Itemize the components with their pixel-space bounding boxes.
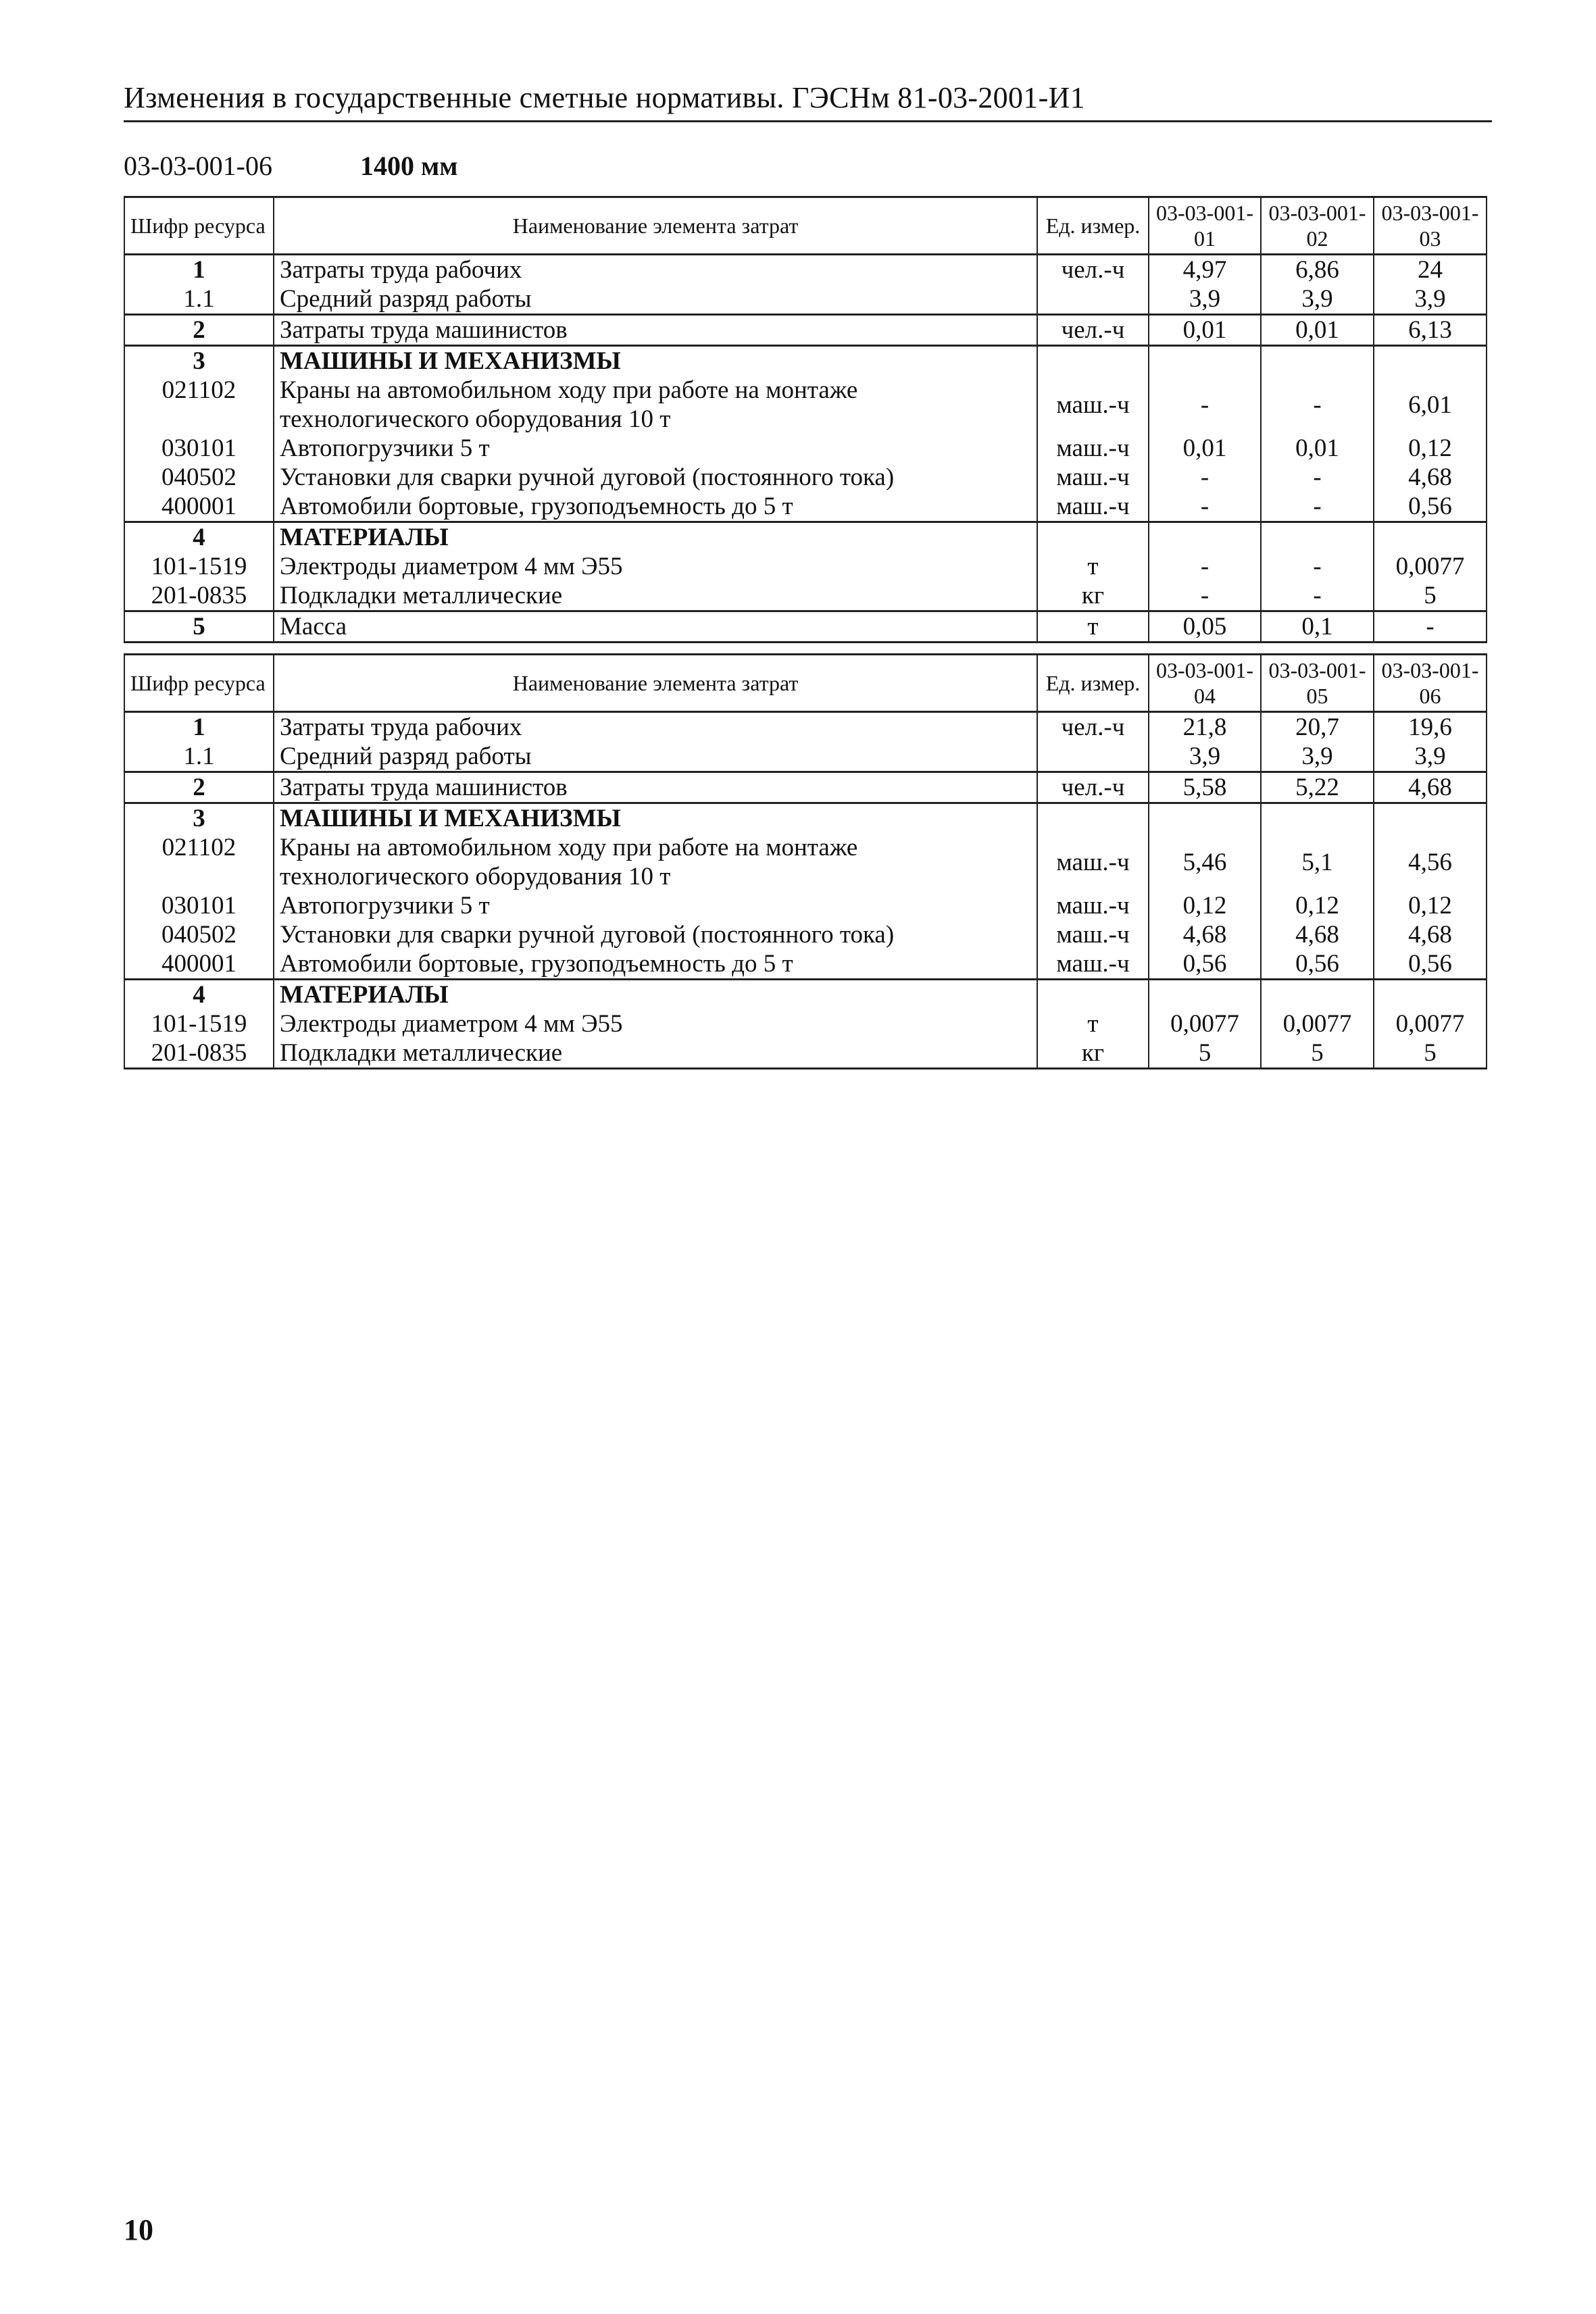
- row-value-1: 5: [1149, 1038, 1261, 1069]
- row-code: 1: [124, 255, 274, 285]
- row-code: 030101: [124, 891, 274, 920]
- row-code: 400001: [124, 949, 274, 980]
- row-value-1: [1149, 522, 1261, 553]
- table-row: [124, 255, 1487, 285]
- row-value-3: [1374, 980, 1487, 1010]
- row-name: Автопогрузчики 5 т: [274, 434, 1037, 463]
- table-row: [124, 833, 1487, 891]
- table-body: [124, 255, 1487, 643]
- row-unit: [1037, 742, 1149, 772]
- col-header-norm-3: 03-03-001-03: [1374, 197, 1487, 255]
- row-value-3: 4,56: [1374, 833, 1487, 891]
- row-code: 101-1519: [124, 1009, 274, 1038]
- row-value-2: 0,01: [1261, 434, 1374, 463]
- row-code: 4: [124, 980, 274, 1010]
- row-name: Автомобили бортовые, грузоподъемность до 5 т: [274, 949, 1037, 980]
- row-value-2: 5,1: [1261, 833, 1374, 891]
- row-unit: маш.-ч: [1037, 891, 1149, 920]
- row-name: Подкладки металлические: [274, 1038, 1037, 1069]
- norm-subheader: [124, 150, 458, 182]
- row-unit: маш.-ч: [1037, 949, 1149, 980]
- col-header-norm-1: 03-03-001-01: [1149, 197, 1261, 255]
- row-code: 1.1: [124, 284, 274, 315]
- row-code: 030101: [124, 434, 274, 463]
- col-header-code: Шифр ресурса: [124, 197, 274, 255]
- row-value-3: 0,12: [1374, 434, 1487, 463]
- row-value-2: 0,01: [1261, 315, 1374, 346]
- col-header-name: Наименование элемента затрат: [274, 197, 1037, 255]
- row-value-1: 5,58: [1149, 772, 1261, 803]
- col-header-code: Шифр ресурса: [124, 655, 274, 712]
- resource-table-1: [124, 196, 1487, 643]
- row-unit: кг: [1037, 581, 1149, 611]
- row-value-2: 4,68: [1261, 920, 1374, 949]
- row-value-1: -: [1149, 581, 1261, 611]
- row-value-1: 3,9: [1149, 284, 1261, 315]
- row-value-3: 4,68: [1374, 463, 1487, 492]
- row-code: 400001: [124, 492, 274, 522]
- col-header-norm-1: 03-03-001-04: [1149, 655, 1261, 712]
- row-unit: т: [1037, 552, 1149, 581]
- row-value-2: 0,12: [1261, 891, 1374, 920]
- table-row: [124, 434, 1487, 463]
- table-row: [124, 742, 1487, 772]
- row-name: МАШИНЫ И МЕХАНИЗМЫ: [274, 346, 1037, 376]
- row-value-2: 6,86: [1261, 255, 1374, 285]
- row-value-1: -: [1149, 492, 1261, 522]
- table-row: [124, 346, 1487, 376]
- table-row: [124, 803, 1487, 834]
- table-row: [124, 920, 1487, 949]
- row-value-2: [1261, 346, 1374, 376]
- row-value-3: 24: [1374, 255, 1487, 285]
- table-row: [124, 949, 1487, 980]
- row-name: Затраты труда рабочих: [274, 712, 1037, 743]
- row-value-2: 3,9: [1261, 284, 1374, 315]
- table-row: [124, 284, 1487, 315]
- row-unit: чел.-ч: [1037, 712, 1149, 743]
- row-code: 4: [124, 522, 274, 553]
- row-value-3: 19,6: [1374, 712, 1487, 743]
- row-value-1: 0,56: [1149, 949, 1261, 980]
- row-value-1: -: [1149, 376, 1261, 434]
- row-value-3: 6,01: [1374, 376, 1487, 434]
- row-value-1: 0,05: [1149, 611, 1261, 643]
- document-title: Изменения в государственные сметные нормативы. ГЭСНм 81-03-2001-И1: [124, 81, 1085, 114]
- row-name: Автомобили бортовые, грузоподъемность до 5 т: [274, 492, 1037, 522]
- table-header-row: [124, 655, 1487, 712]
- row-unit: чел.-ч: [1037, 315, 1149, 346]
- row-unit: [1037, 284, 1149, 315]
- table-row: [124, 712, 1487, 743]
- col-header-norm-2: 03-03-001-05: [1261, 655, 1374, 712]
- row-code: 021102: [124, 833, 274, 891]
- table-row: [124, 772, 1487, 803]
- row-unit: кг: [1037, 1038, 1149, 1069]
- row-name: Электроды диаметром 4 мм Э55: [274, 1009, 1037, 1038]
- row-value-1: [1149, 346, 1261, 376]
- row-unit: т: [1037, 1009, 1149, 1038]
- row-code: 201-0835: [124, 1038, 274, 1069]
- row-value-3: 0,56: [1374, 492, 1487, 522]
- row-unit: чел.-ч: [1037, 772, 1149, 803]
- row-value-2: 0,56: [1261, 949, 1374, 980]
- row-value-1: -: [1149, 463, 1261, 492]
- row-value-3: 3,9: [1374, 284, 1487, 315]
- col-header-unit: Ед. измер.: [1037, 655, 1149, 712]
- row-name: Затраты труда машинистов: [274, 315, 1037, 346]
- row-code: 3: [124, 346, 274, 376]
- row-name: Автопогрузчики 5 т: [274, 891, 1037, 920]
- table-row: [124, 980, 1487, 1010]
- row-value-2: 5,22: [1261, 772, 1374, 803]
- row-value-1: -: [1149, 552, 1261, 581]
- row-code: 3: [124, 803, 274, 834]
- table-row: [124, 522, 1487, 553]
- page-number: 10: [124, 2213, 153, 2246]
- row-value-1: 0,12: [1149, 891, 1261, 920]
- table-row: [124, 552, 1487, 581]
- row-name: Затраты труда рабочих: [274, 255, 1037, 285]
- row-value-3: -: [1374, 611, 1487, 643]
- row-value-2: 0,1: [1261, 611, 1374, 643]
- table-row: [124, 463, 1487, 492]
- row-value-2: [1261, 522, 1374, 553]
- row-value-3: 0,0077: [1374, 552, 1487, 581]
- row-name: МАТЕРИАЛЫ: [274, 980, 1037, 1010]
- row-unit: [1037, 346, 1149, 376]
- row-value-3: 0,56: [1374, 949, 1487, 980]
- row-value-3: 0,12: [1374, 891, 1487, 920]
- row-value-3: 5: [1374, 581, 1487, 611]
- row-value-3: 5: [1374, 1038, 1487, 1069]
- row-value-2: -: [1261, 552, 1374, 581]
- row-value-3: 4,68: [1374, 920, 1487, 949]
- row-name: Средний разряд работы: [274, 284, 1037, 315]
- row-unit: [1037, 522, 1149, 553]
- row-value-3: 4,68: [1374, 772, 1487, 803]
- row-value-1: 5,46: [1149, 833, 1261, 891]
- row-value-1: 4,68: [1149, 920, 1261, 949]
- row-value-2: -: [1261, 376, 1374, 434]
- row-name: МАШИНЫ И МЕХАНИЗМЫ: [274, 803, 1037, 834]
- row-value-2: -: [1261, 463, 1374, 492]
- row-value-3: 3,9: [1374, 742, 1487, 772]
- row-unit: маш.-ч: [1037, 920, 1149, 949]
- row-value-2: [1261, 980, 1374, 1010]
- row-value-3: [1374, 346, 1487, 376]
- row-code: 1.1: [124, 742, 274, 772]
- row-value-2: -: [1261, 581, 1374, 611]
- row-unit: маш.-ч: [1037, 492, 1149, 522]
- col-header-name: Наименование элемента затрат: [274, 655, 1037, 712]
- row-value-3: [1374, 522, 1487, 553]
- row-code: 2: [124, 315, 274, 346]
- row-code: 2: [124, 772, 274, 803]
- row-unit: [1037, 803, 1149, 834]
- row-value-2: 5: [1261, 1038, 1374, 1069]
- row-value-1: 21,8: [1149, 712, 1261, 743]
- row-name: Установки для сварки ручной дуговой (постоянного тока): [274, 920, 1037, 949]
- row-unit: чел.-ч: [1037, 255, 1149, 285]
- table-row: [124, 1038, 1487, 1069]
- table-row: [124, 891, 1487, 920]
- row-value-3: 0,0077: [1374, 1009, 1487, 1038]
- row-code: 5: [124, 611, 274, 643]
- row-unit: т: [1037, 611, 1149, 643]
- row-value-3: 6,13: [1374, 315, 1487, 346]
- col-header-norm-3: 03-03-001-06: [1374, 655, 1487, 712]
- row-value-2: 20,7: [1261, 712, 1374, 743]
- table-header-row: [124, 197, 1487, 255]
- row-value-3: [1374, 803, 1487, 834]
- row-code: 040502: [124, 920, 274, 949]
- row-name: Затраты труда машинистов: [274, 772, 1037, 803]
- table-row: [124, 611, 1487, 643]
- row-code: 101-1519: [124, 552, 274, 581]
- norm-code: 03-03-001-06: [124, 151, 272, 181]
- row-name: Установки для сварки ручной дуговой (постоянного тока): [274, 463, 1037, 492]
- row-unit: маш.-ч: [1037, 463, 1149, 492]
- row-value-2: [1261, 803, 1374, 834]
- row-code: 021102: [124, 376, 274, 434]
- row-value-1: [1149, 803, 1261, 834]
- row-unit: маш.-ч: [1037, 376, 1149, 434]
- row-value-2: -: [1261, 492, 1374, 522]
- row-name: Электроды диаметром 4 мм Э55: [274, 552, 1037, 581]
- row-value-1: 0,01: [1149, 315, 1261, 346]
- row-value-1: 0,0077: [1149, 1009, 1261, 1038]
- table-body: [124, 712, 1487, 1069]
- row-name: Масса: [274, 611, 1037, 643]
- row-value-1: 0,01: [1149, 434, 1261, 463]
- row-name: Средний разряд работы: [274, 742, 1037, 772]
- row-name: МАТЕРИАЛЫ: [274, 522, 1037, 553]
- row-unit: маш.-ч: [1037, 434, 1149, 463]
- table-row: [124, 315, 1487, 346]
- row-unit: маш.-ч: [1037, 833, 1149, 891]
- row-value-1: [1149, 980, 1261, 1010]
- resource-table-2: [124, 653, 1487, 1070]
- row-value-2: 3,9: [1261, 742, 1374, 772]
- table-row: [124, 581, 1487, 611]
- row-code: 201-0835: [124, 581, 274, 611]
- row-code: 040502: [124, 463, 274, 492]
- page-header: [124, 80, 1492, 122]
- col-header-norm-2: 03-03-001-02: [1261, 197, 1374, 255]
- row-name: Краны на автомобильном ходу при работе на монтаже технологического оборудования 10 т: [274, 833, 1037, 891]
- table-row: [124, 376, 1487, 434]
- row-code: 1: [124, 712, 274, 743]
- table-row: [124, 492, 1487, 522]
- table-row: [124, 1009, 1487, 1038]
- row-value-1: 4,97: [1149, 255, 1261, 285]
- row-value-2: 0,0077: [1261, 1009, 1374, 1038]
- row-name: Краны на автомобильном ходу при работе на монтаже технологического оборудования 10 т: [274, 376, 1037, 434]
- row-name: Подкладки металлические: [274, 581, 1037, 611]
- norm-size: 1400 мм: [360, 151, 458, 181]
- col-header-unit: Ед. измер.: [1037, 197, 1149, 255]
- row-value-1: 3,9: [1149, 742, 1261, 772]
- row-unit: [1037, 980, 1149, 1010]
